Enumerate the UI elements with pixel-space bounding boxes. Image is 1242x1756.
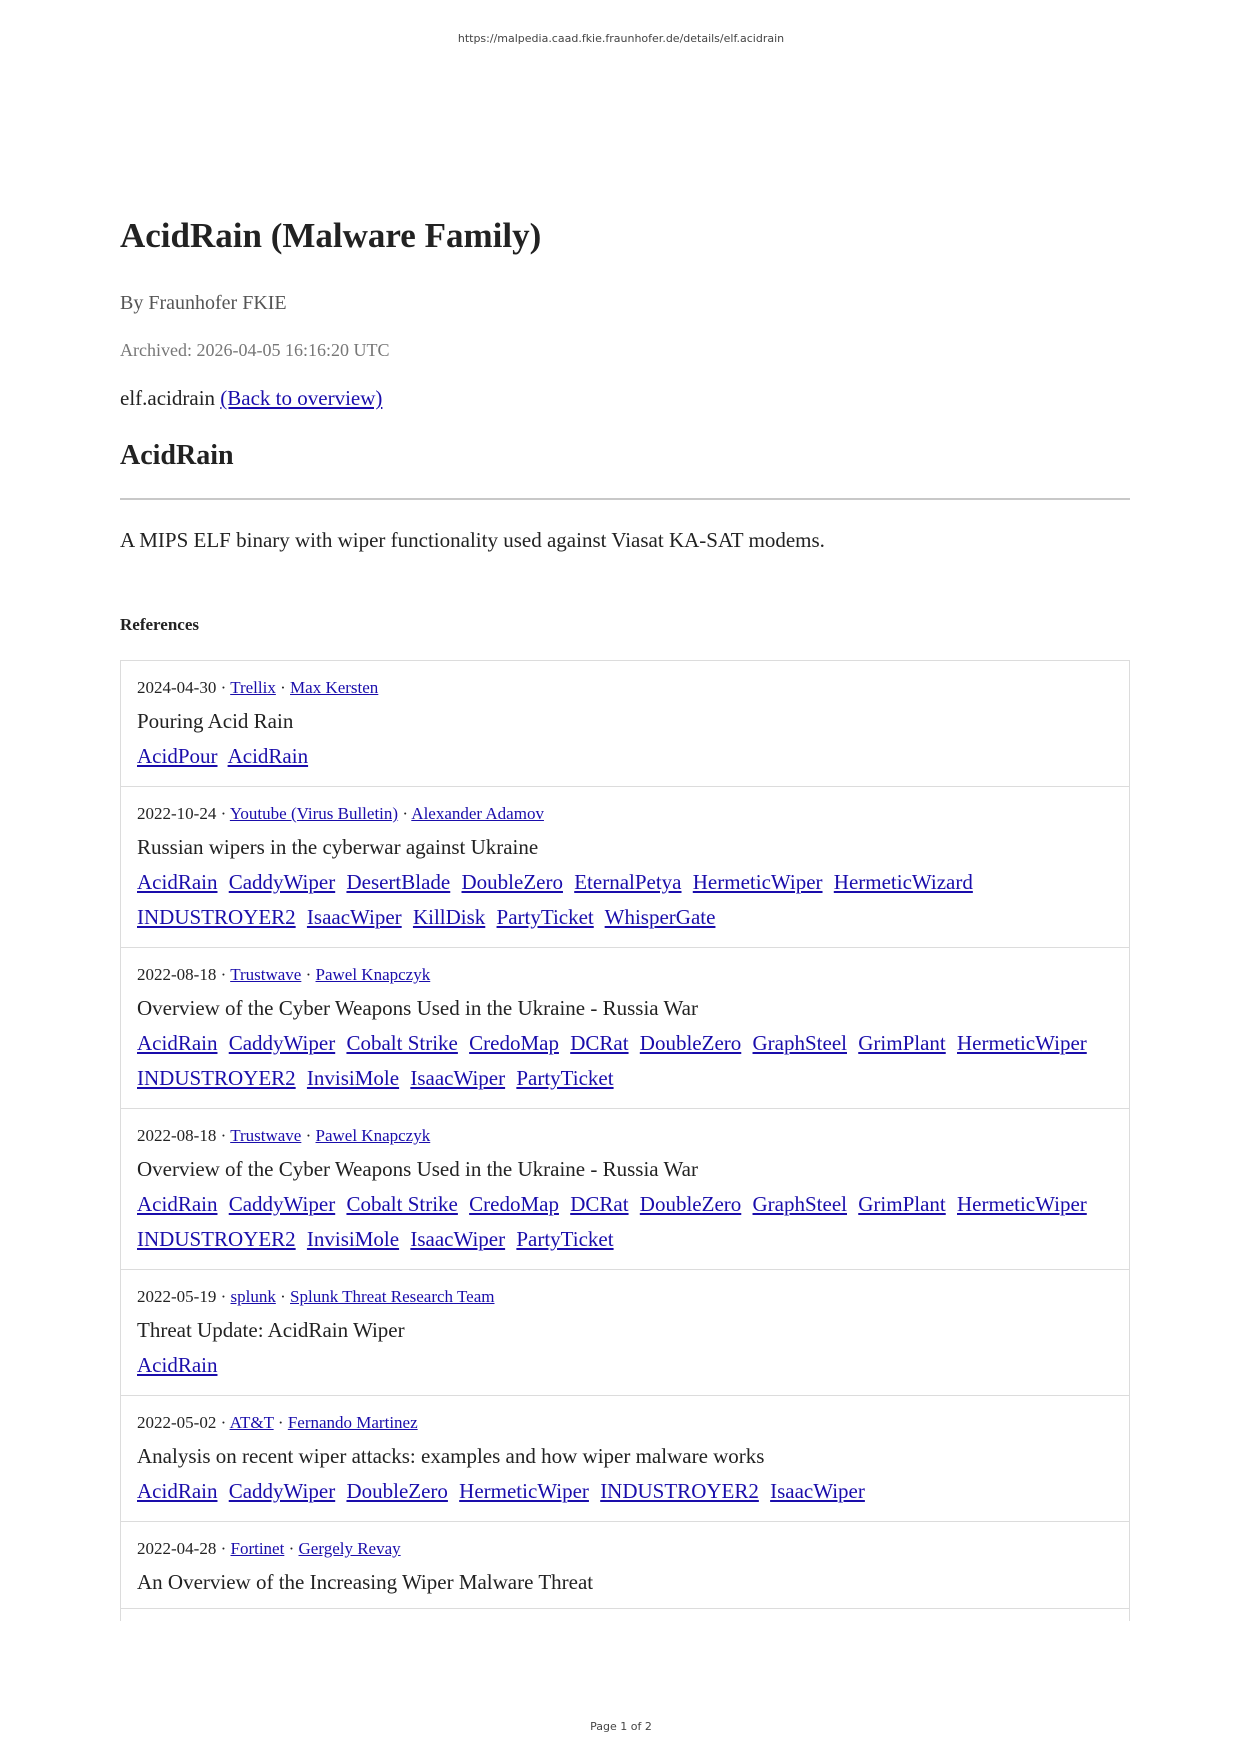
reference-title: Overview of the Cyber Weapons Used in the Ukraine - Russia War — [137, 1157, 698, 1181]
malware-family-tag-link[interactable]: PartyTicket — [496, 905, 594, 929]
reference-title: Pouring Acid Rain — [137, 709, 294, 733]
reference-date: 2024-04-30 — [137, 678, 217, 697]
malware-family-tag-link[interactable]: HermeticWiper — [692, 870, 823, 894]
malware-family-tag-link[interactable]: IsaacWiper — [770, 1479, 865, 1503]
reference-date: 2022-08-18 — [137, 1126, 217, 1145]
malware-family-tag-link[interactable]: PartyTicket — [516, 1066, 614, 1090]
malware-family-tag-link[interactable]: Cobalt Strike — [346, 1192, 458, 1216]
reference-author-link[interactable]: Pawel Knapczyk — [315, 965, 431, 984]
family-description: A MIPS ELF binary with wiper functionality used against Viasat KA-SAT modems. — [120, 528, 825, 552]
reference-tags — [137, 1026, 1113, 1096]
reference-item — [121, 661, 1129, 787]
page-number-footer: Page 1 of 2 — [590, 1720, 652, 1733]
malware-family-tag-link[interactable]: DCRat — [570, 1192, 629, 1216]
malware-family-tag-link[interactable]: HermeticWiper — [957, 1192, 1087, 1216]
reference-item — [121, 787, 1129, 948]
malware-family-tag-link[interactable]: IsaacWiper — [410, 1227, 506, 1251]
reference-date: 2022-04-28 — [137, 1539, 217, 1558]
reference-source-link[interactable]: Trellix — [230, 678, 276, 697]
references-heading: References — [120, 615, 199, 634]
malware-family-tag-link[interactable]: GraphSteel — [752, 1192, 847, 1216]
malware-family-tag-link[interactable]: DoubleZero — [639, 1031, 742, 1055]
reference-author-link[interactable]: Max Kersten — [290, 678, 379, 697]
reference-meta: 2022-08-18 · Trustwave · Pawel Knapczyk — [137, 1126, 431, 1145]
malware-family-tag-link[interactable]: GrimPlant — [858, 1031, 946, 1055]
section-title: AcidRain — [120, 440, 234, 471]
malware-family-tag-link[interactable]: KillDisk — [412, 905, 486, 929]
malware-family-tag-link[interactable]: GrimPlant — [858, 1192, 946, 1216]
malware-family-tag-link[interactable]: GraphSteel — [752, 1031, 847, 1055]
reference-author-link[interactable]: Pawel Knapczyk — [315, 1126, 431, 1145]
byline: By Fraunhofer FKIE — [120, 292, 287, 314]
malware-family-tag-link[interactable]: HermeticWizard — [833, 870, 973, 894]
reference-source-link[interactable]: Trustwave — [230, 965, 302, 984]
malware-family-tag-link[interactable]: AcidPour — [137, 744, 218, 768]
malware-family-tag-link[interactable]: DoubleZero — [639, 1192, 742, 1216]
malware-family-tag-link[interactable]: IsaacWiper — [410, 1066, 506, 1090]
reference-source-link[interactable]: AT&T — [229, 1413, 274, 1432]
malware-family-tag-link[interactable]: CredoMap — [469, 1192, 559, 1216]
reference-meta: 2022-04-28 · Fortinet · Gergely Revay — [137, 1539, 401, 1558]
malware-family-tag-link[interactable]: CredoMap — [469, 1031, 559, 1055]
reference-meta: 2022-05-19 · splunk · Splunk Threat Research Team — [137, 1287, 495, 1306]
archived-timestamp: Archived: 2026-04-05 16:16:20 UTC — [120, 340, 390, 360]
main-content — [120, 212, 1130, 1621]
reference-tags — [137, 1348, 1113, 1383]
malware-family-tag-link[interactable]: INDUSTROYER2 — [137, 1066, 296, 1090]
malware-family-tag-link[interactable]: CaddyWiper — [228, 870, 336, 894]
reference-tags — [137, 1474, 1113, 1509]
reference-title: An Overview of the Increasing Wiper Malware Threat — [137, 1570, 594, 1594]
family-slug-line — [120, 384, 1130, 412]
malware-family-tag-link[interactable]: AcidRain — [137, 1479, 218, 1503]
reference-author-link[interactable]: Alexander Adamov — [411, 804, 544, 823]
reference-meta: 2022-10-24 · Youtube (Virus Bulletin) · Alexander Adamov — [137, 804, 544, 823]
reference-title: Analysis on recent wiper attacks: examples and how wiper malware works — [137, 1444, 765, 1468]
malware-family-tag-link[interactable]: WhisperGate — [604, 905, 716, 929]
malware-family-tag-link[interactable]: InvisiMole — [306, 1066, 400, 1090]
reference-author-link[interactable]: Fernando Martinez — [287, 1413, 418, 1432]
reference-tags — [137, 1187, 1113, 1257]
malware-family-tag-link[interactable]: DoubleZero — [346, 1479, 448, 1503]
malware-family-tag-link[interactable]: AcidRain — [137, 1031, 218, 1055]
malware-family-tag-link[interactable]: HermeticWiper — [459, 1479, 589, 1503]
malware-family-tag-link[interactable]: AcidRain — [137, 1192, 218, 1216]
malware-family-tag-link[interactable]: CaddyWiper — [228, 1479, 336, 1503]
reference-source-link[interactable]: Fortinet — [230, 1539, 285, 1558]
reference-source-link[interactable]: Youtube (Virus Bulletin) — [229, 804, 399, 823]
reference-source-link[interactable]: splunk — [230, 1287, 276, 1306]
reference-title: Threat Update: AcidRain Wiper — [137, 1318, 405, 1342]
reference-meta: 2022-08-18 · Trustwave · Pawel Knapczyk — [137, 965, 431, 984]
malware-family-tag-link[interactable]: Cobalt Strike — [346, 1031, 458, 1055]
reference-date: 2022-10-24 — [137, 804, 217, 823]
reference-tags — [137, 865, 1113, 935]
malware-family-tag-link[interactable]: AcidRain — [137, 870, 218, 894]
reference-date: 2022-05-02 — [137, 1413, 217, 1432]
reference-tags — [137, 739, 1113, 774]
family-slug: elf.acidrain — [120, 386, 216, 410]
page-url-header: https://malpedia.caad.fkie.fraunhofer.de/details/elf.acidrain — [457, 32, 785, 45]
reference-date: 2022-08-18 — [137, 965, 217, 984]
references-list — [120, 660, 1130, 1621]
malware-family-tag-link[interactable]: PartyTicket — [516, 1227, 614, 1251]
reference-item — [121, 1522, 1129, 1609]
malware-family-tag-link[interactable]: AcidRain — [227, 744, 309, 768]
malware-family-tag-link[interactable]: DesertBlade — [346, 870, 451, 894]
back-to-overview-link[interactable]: (Back to overview) — [220, 386, 383, 410]
malware-family-tag-link[interactable]: EternalPetya — [574, 870, 682, 894]
malware-family-tag-link[interactable]: CaddyWiper — [228, 1192, 336, 1216]
reference-title: Russian wipers in the cyberwar against Ukraine — [137, 835, 539, 859]
reference-date: 2022-05-19 — [137, 1287, 217, 1306]
malware-family-tag-link[interactable]: INDUSTROYER2 — [137, 905, 296, 929]
malware-family-tag-link[interactable]: DoubleZero — [461, 870, 563, 894]
malware-family-tag-link[interactable]: INDUSTROYER2 — [137, 1227, 296, 1251]
malware-family-tag-link[interactable]: IsaacWiper — [306, 905, 402, 929]
reference-meta: 2022-05-02 · AT&T · Fernando Martinez — [137, 1413, 418, 1432]
reference-item — [121, 1109, 1129, 1270]
reference-meta: 2024-04-30 · Trellix · Max Kersten — [137, 678, 379, 697]
malware-family-tag-link[interactable]: HermeticWiper — [957, 1031, 1087, 1055]
malware-family-tag-link[interactable]: CaddyWiper — [228, 1031, 336, 1055]
malware-family-tag-link[interactable]: AcidRain — [137, 1353, 218, 1377]
reference-item — [121, 1396, 1129, 1522]
reference-source-link[interactable]: Trustwave — [230, 1126, 302, 1145]
reference-item — [121, 948, 1129, 1109]
reference-author-link[interactable]: Gergely Revay — [298, 1539, 401, 1558]
reference-title: Overview of the Cyber Weapons Used in the Ukraine - Russia War — [137, 996, 698, 1020]
malware-family-tag-link[interactable]: InvisiMole — [306, 1227, 400, 1251]
reference-author-link[interactable]: Splunk Threat Research Team — [290, 1287, 495, 1306]
section-divider — [120, 498, 1130, 500]
malware-family-tag-link[interactable]: INDUSTROYER2 — [600, 1479, 759, 1503]
page-title: AcidRain (Malware Family) — [120, 216, 542, 255]
malware-family-tag-link[interactable]: DCRat — [570, 1031, 629, 1055]
reference-item — [121, 1270, 1129, 1396]
